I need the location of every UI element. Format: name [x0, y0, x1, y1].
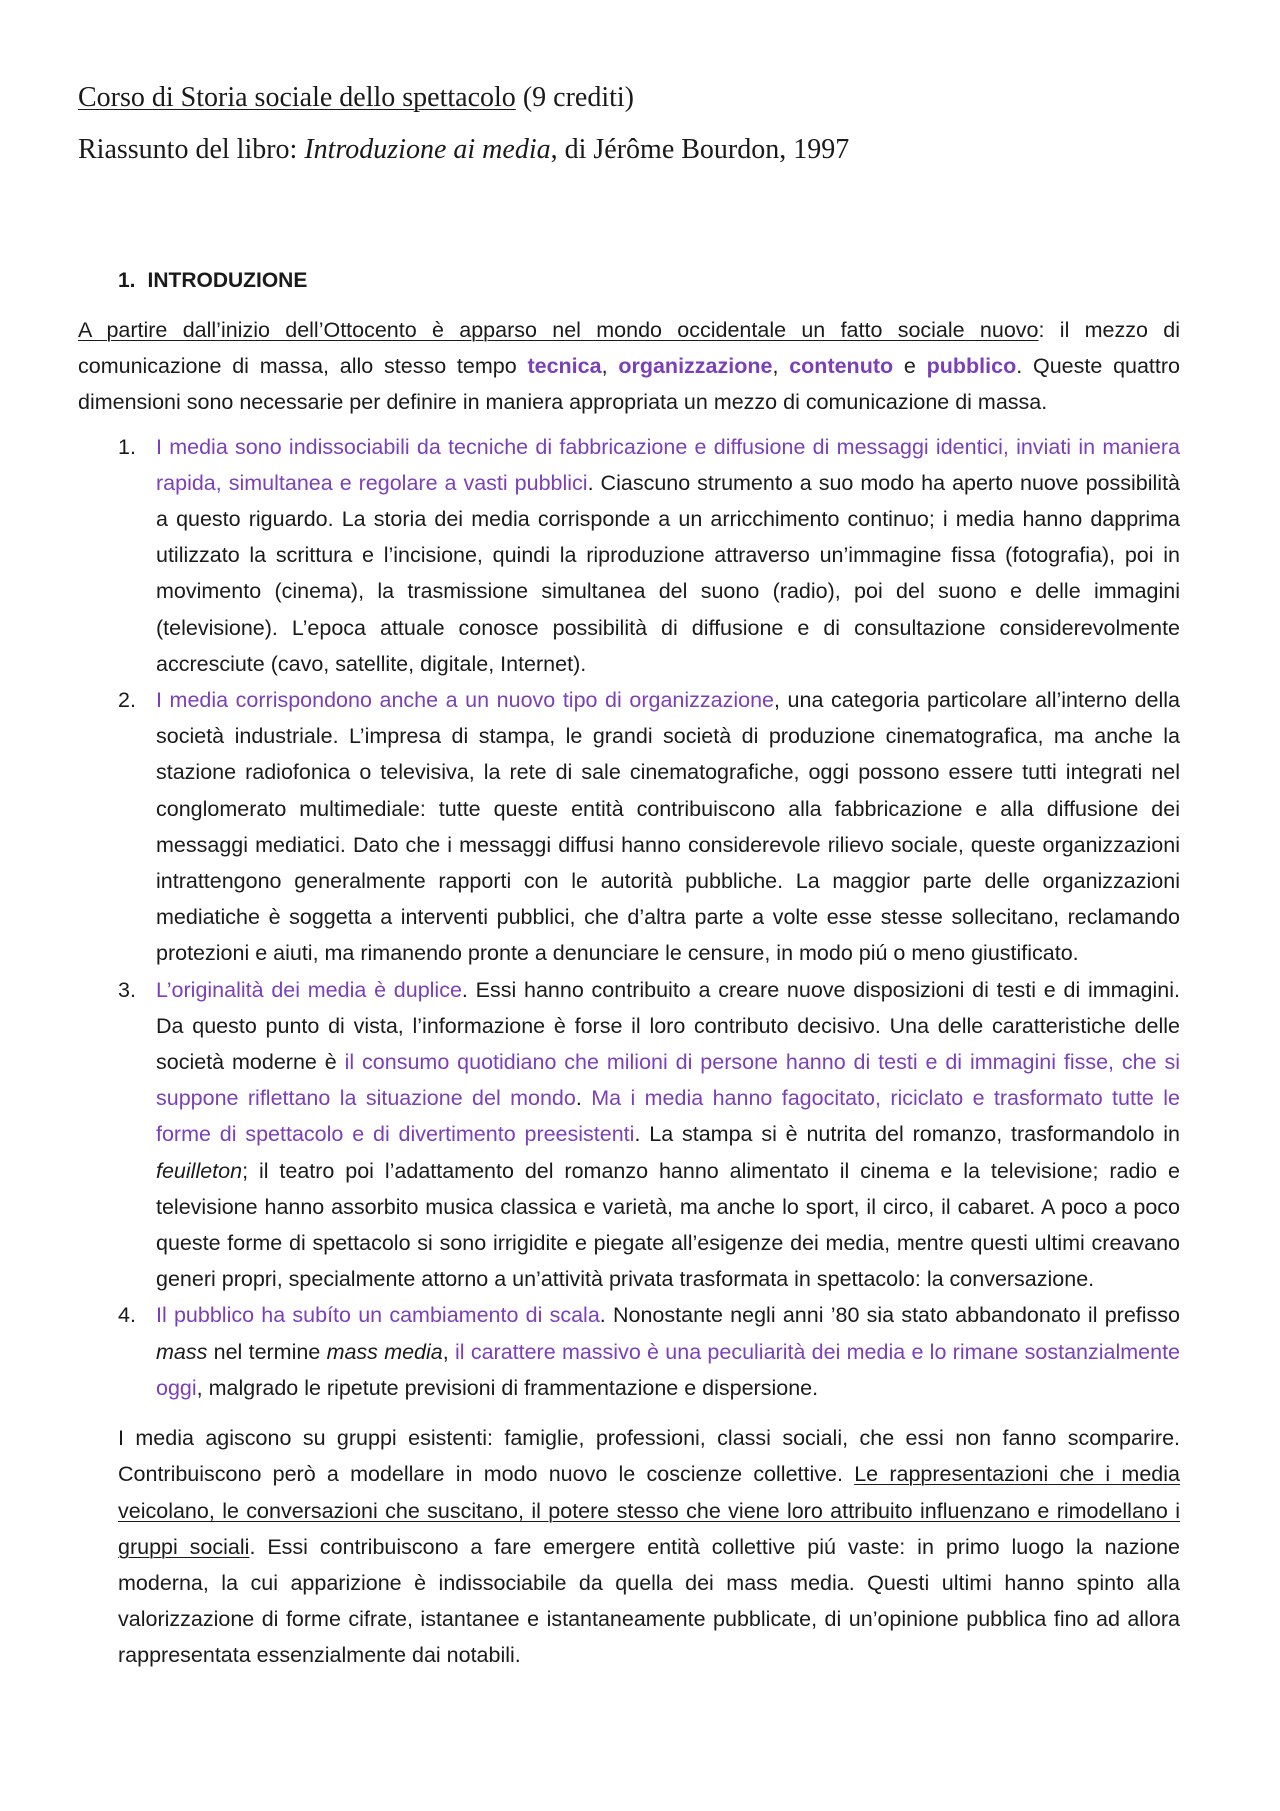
- italic-term: mass: [156, 1339, 208, 1364]
- list-number: 1.: [118, 434, 136, 459]
- course-title: Corso di Storia sociale dello spettacolo: [78, 82, 516, 113]
- list-number: 3.: [118, 977, 136, 1002]
- keyword-tecnica: tecnica: [527, 354, 602, 379]
- list-item-tecnica: [118, 429, 1181, 682]
- highlight: Il pubblico ha subíto un cambiamento di scala: [156, 1303, 600, 1328]
- intro-sep: ,: [772, 354, 790, 379]
- highlight: Ma i media hanno fagocitato, riciclato e trasformato tutte le forme di spettacolo e di divertimento preesistenti: [156, 1086, 1180, 1147]
- section-heading: [118, 266, 1180, 296]
- list-item-organizzazione: [118, 682, 1180, 972]
- keyword-organizzazione: organizzazione: [618, 354, 773, 379]
- intro-sep: e: [893, 354, 927, 379]
- book-title: Introduzione ai media: [304, 134, 551, 165]
- list-item-contenuto: [118, 972, 1181, 1298]
- body-text: nel termine: [207, 1339, 327, 1364]
- intro-sep: ,: [601, 354, 619, 379]
- section-number: 1.: [118, 269, 136, 292]
- course-credits: (9 crediti): [522, 82, 634, 113]
- body-text: . Nonostante negli anni ’80 sia stato abbandonato il prefisso: [599, 1303, 1180, 1328]
- intro-text: : il mezzo di comunicazione di massa, allo stesso tempo: [78, 318, 1180, 379]
- summary-prefix: Riassunto del libro:: [78, 134, 305, 165]
- summary-line: [78, 130, 1180, 170]
- book-author: , di Jérôme Bourdon, 1997: [550, 134, 850, 165]
- body-text: . Ciascuno strumento a suo modo ha aperto nuove possibilità a questo riguardo. La storia dei media corrisponde a un arricchimento continuo; i media hanno dapprima utilizzato la scrittura e l’incisione, quindi la riproduzione attraverso un’immagine fissa (fotografia), poi in movimento (cinema), la trasmissione simultanea del suono (radio), poi del suono e delle immagini (televisione). L’epoca attuale conosce possibilità di diffusione e di consultazione considerevolmente accresciute (cavo, satellite, digitale, Internet).: [156, 470, 1181, 676]
- body-text: . Essi hanno contribuito a creare nuove disposizioni di testi e di immagini. Da questo punto di vista, l’informazione è forse il loro contributo decisivo. Una delle caratteristiche delle società moderne è: [156, 977, 1180, 1075]
- highlight: L’originalità dei media è duplice: [156, 977, 462, 1002]
- body-text: I media agiscono su gruppi esistenti: famiglie, professioni, classi sociali, che essi non fanno scomparire. Contribuiscono però a modellare in modo nuovo le coscienze collettive.: [118, 1426, 1180, 1487]
- highlight: il consumo quotidiano che milioni di persone hanno di testi e di immagini fisse, che si suppone riflettano la situazione del mondo: [156, 1050, 1181, 1111]
- body-text: , malgrado le ripetute previsioni di frammentazione e dispersione.: [196, 1375, 819, 1400]
- closing-paragraph: [118, 1420, 1180, 1673]
- list-number: 2.: [118, 688, 136, 713]
- body-text: . Essi contribuiscono a fare emergere entità collettive piú vaste: in primo luogo la nazione moderna, la cui apparizione è indissociabile da quella dei mass media. Questi ultimi hanno spinto alla valorizzazione di forme cifrate, istantanee e istantaneamente pubblicate, di un’opinione pubblica fino ad allora rappresentata essenzialmente dai notabili.: [118, 1534, 1180, 1668]
- italic-term: mass media: [326, 1339, 443, 1364]
- keyword-pubblico: pubblico: [926, 354, 1017, 379]
- closing-underlined: Le rappresentazioni che i media veicolano, le conversazioni che suscitano, il potere stesso che viene loro attribuito influenzano e rimodellano i gruppi sociali: [118, 1462, 1180, 1559]
- intro-paragraph: [78, 312, 1180, 421]
- section-title: INTRODUZIONE: [147, 269, 308, 292]
- intro-underlined: A partire dall’inizio dell’Ottocento è apparso nel mondo occidentale un fatto sociale nuovo: [78, 318, 1039, 342]
- course-title-line: [78, 78, 1180, 118]
- highlight: il carattere massivo è una peculiarità dei media e lo rimane sostanzialmente oggi: [156, 1339, 1181, 1400]
- body-text: , una categoria particolare all’interno della società industriale. L’impresa di stampa, le grandi società di produzione cinematografica, ma anche la stazione radiofonica o televisiva, la rete di sale cinematografiche, oggi possono essere tutti integrati nel conglomerato multimediale: tutte queste entità contribuiscono alla fabbricazione e alla diffusione dei messaggi mediatici. Dato che i messaggi diffusi hanno considerevole rilievo sociale, queste organizzazioni intrattengono generalmente rapporti con le autorità pubbliche. La maggior parte delle organizzazioni mediatiche è soggetta a interventi pubblici, che d’altra parte a volte esse stesse sollecitano, reclamando protezioni e aiuti, ma rimanendo pronte a denunciare le censure, in modo piú o meno giustificato.: [156, 688, 1180, 966]
- intro-text: . Queste quattro dimensioni sono necessarie per definire in maniera appropriata un mezzo di comunicazione di massa.: [78, 354, 1180, 415]
- body-text: ; il teatro poi l’adattamento del romanzo hanno alimentato il cinema e la televisione; radio e televisione hanno assorbito musica classica e varietà, ma anche lo sport, il circo, il cabaret. A poco a poco queste forme di spettacolo si sono irrigidite e piegate all’esigenze dei media, mentre questi ultimi creavano generi propri, specialmente attorno a un’attività privata trasformata in spettacolo: la conversazione.: [156, 1158, 1180, 1292]
- highlight: I media corrispondono anche a un nuovo tipo di organizzazione: [156, 688, 774, 713]
- body-text: ,: [442, 1339, 456, 1364]
- keyword-contenuto: contenuto: [789, 354, 894, 379]
- body-text: .: [575, 1086, 592, 1111]
- italic-term: feuilleton: [156, 1158, 243, 1183]
- highlight: I media sono indissociabili da tecniche di fabbricazione e diffusione di messaggi identici, inviati in maniera rapida, simultanea e regolare a vasti pubblici: [156, 434, 1180, 495]
- dimensions-list: [78, 429, 1180, 1406]
- body-text: . La stampa si è nutrita del romanzo, trasformandolo in: [634, 1122, 1180, 1147]
- list-number: 4.: [118, 1303, 136, 1328]
- list-item-pubblico: [118, 1297, 1181, 1406]
